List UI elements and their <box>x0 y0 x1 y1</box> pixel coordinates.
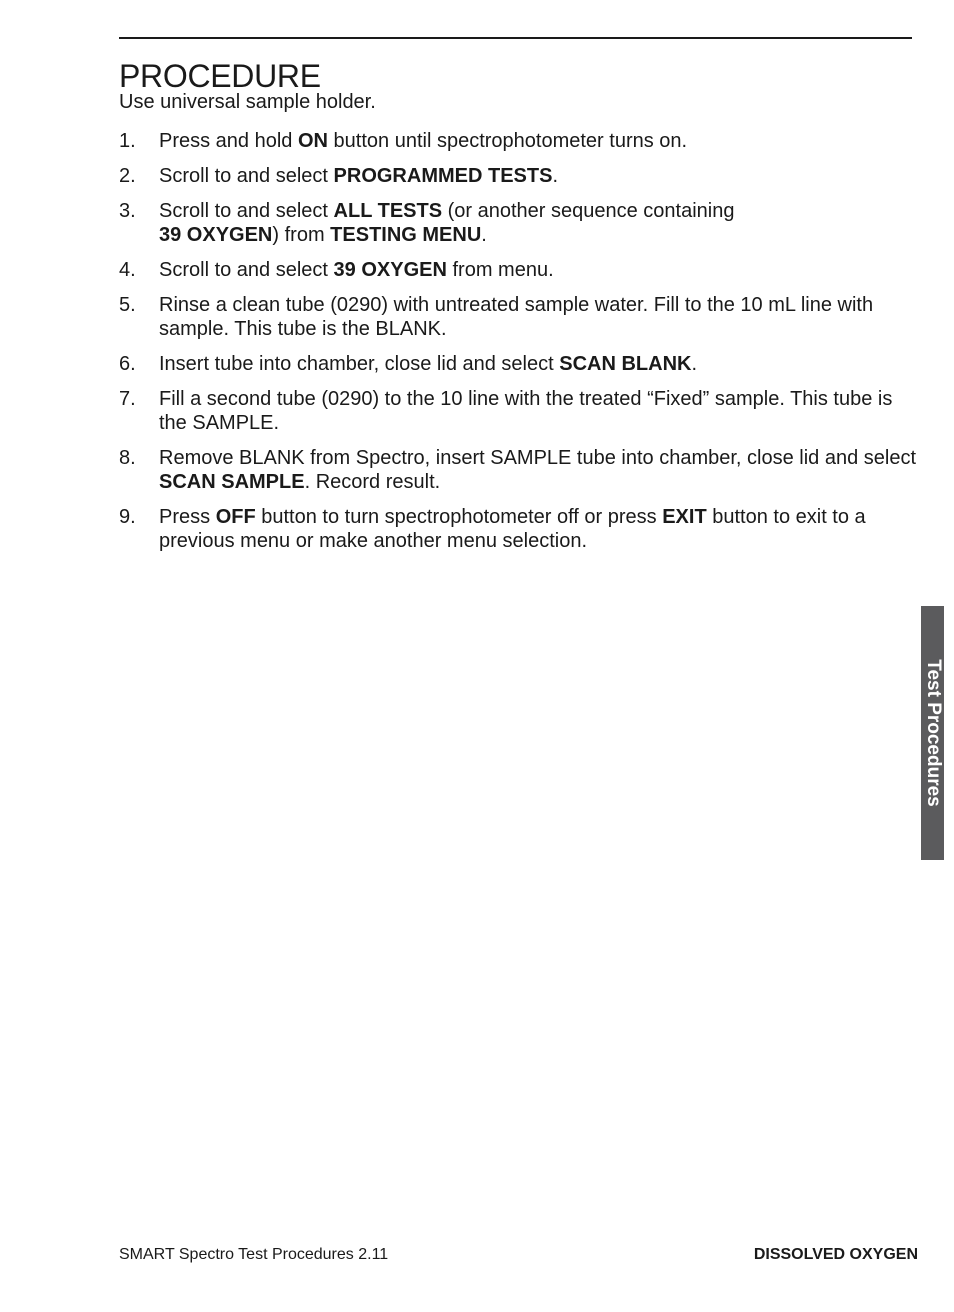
key-term: EXIT <box>662 506 707 528</box>
footer-section-title: DISSOLVED OXYGEN <box>753 1246 918 1263</box>
intro-text: Use universal sample holder. <box>119 91 376 113</box>
step-text: Scroll to and select PROGRAMMED TESTS. <box>159 165 558 187</box>
footer-publication: SMART Spectro Test Procedures 2.11 <box>119 1246 389 1263</box>
step-number: 7. <box>119 388 136 410</box>
key-term: 39 OXYGEN <box>333 259 447 281</box>
header-rule <box>119 37 912 39</box>
key-term: SCAN SAMPLE <box>159 471 305 493</box>
step-8 <box>119 446 919 494</box>
step-text: Fill a second tube (0290) to the 10 line with the treated “Fixed” sample. This tube is the SAMPLE. <box>159 388 893 434</box>
key-term: 39 OXYGEN <box>159 224 273 246</box>
step-1 <box>119 129 919 153</box>
step-6 <box>119 352 919 376</box>
key-term: ON <box>297 130 328 152</box>
step-text: Press OFF button to turn spectrophotometer off or press EXIT button to exit to a previous menu or make another menu selection. <box>159 506 866 552</box>
key-term: SCAN BLANK <box>559 353 692 375</box>
step-3 <box>119 199 919 247</box>
step-9 <box>119 505 919 553</box>
step-text: Scroll to and select ALL TESTS (or another sequence containing 39 OXYGEN) from TESTING MENU. <box>159 200 735 246</box>
key-term: ALL TESTS <box>333 200 443 222</box>
step-text: Remove BLANK from Spectro, insert SAMPLE tube into chamber, close lid and select SCAN SAMPLE. Record result. <box>159 447 917 493</box>
step-number: 5. <box>119 294 136 316</box>
step-number: 9. <box>119 506 136 528</box>
key-term: OFF <box>215 506 256 528</box>
step-text: Scroll to and select 39 OXYGEN from menu. <box>159 259 554 281</box>
key-term: PROGRAMMED TESTS <box>333 165 553 187</box>
step-2 <box>119 164 919 188</box>
procedure-steps <box>119 129 919 564</box>
step-number: 3. <box>119 200 136 222</box>
key-term: TESTING MENU <box>330 224 482 246</box>
step-text: Press and hold ON button until spectrophotometer turns on. <box>159 130 688 152</box>
step-text: Insert tube into chamber, close lid and select SCAN BLANK. <box>159 353 698 375</box>
step-number: 1. <box>119 130 136 152</box>
step-7 <box>119 387 919 435</box>
page-title: PROCEDURE <box>119 58 321 95</box>
section-side-tab <box>921 606 944 860</box>
step-5 <box>119 293 919 341</box>
step-number: 6. <box>119 353 136 375</box>
side-tab-label: Test Procedures <box>922 659 944 807</box>
step-number: 8. <box>119 447 136 469</box>
step-4 <box>119 258 919 282</box>
step-text: Rinse a clean tube (0290) with untreated sample water. Fill to the 10 mL line with sample. This tube is the BLANK. <box>159 294 874 340</box>
step-number: 4. <box>119 259 136 281</box>
step-number: 2. <box>119 165 136 187</box>
